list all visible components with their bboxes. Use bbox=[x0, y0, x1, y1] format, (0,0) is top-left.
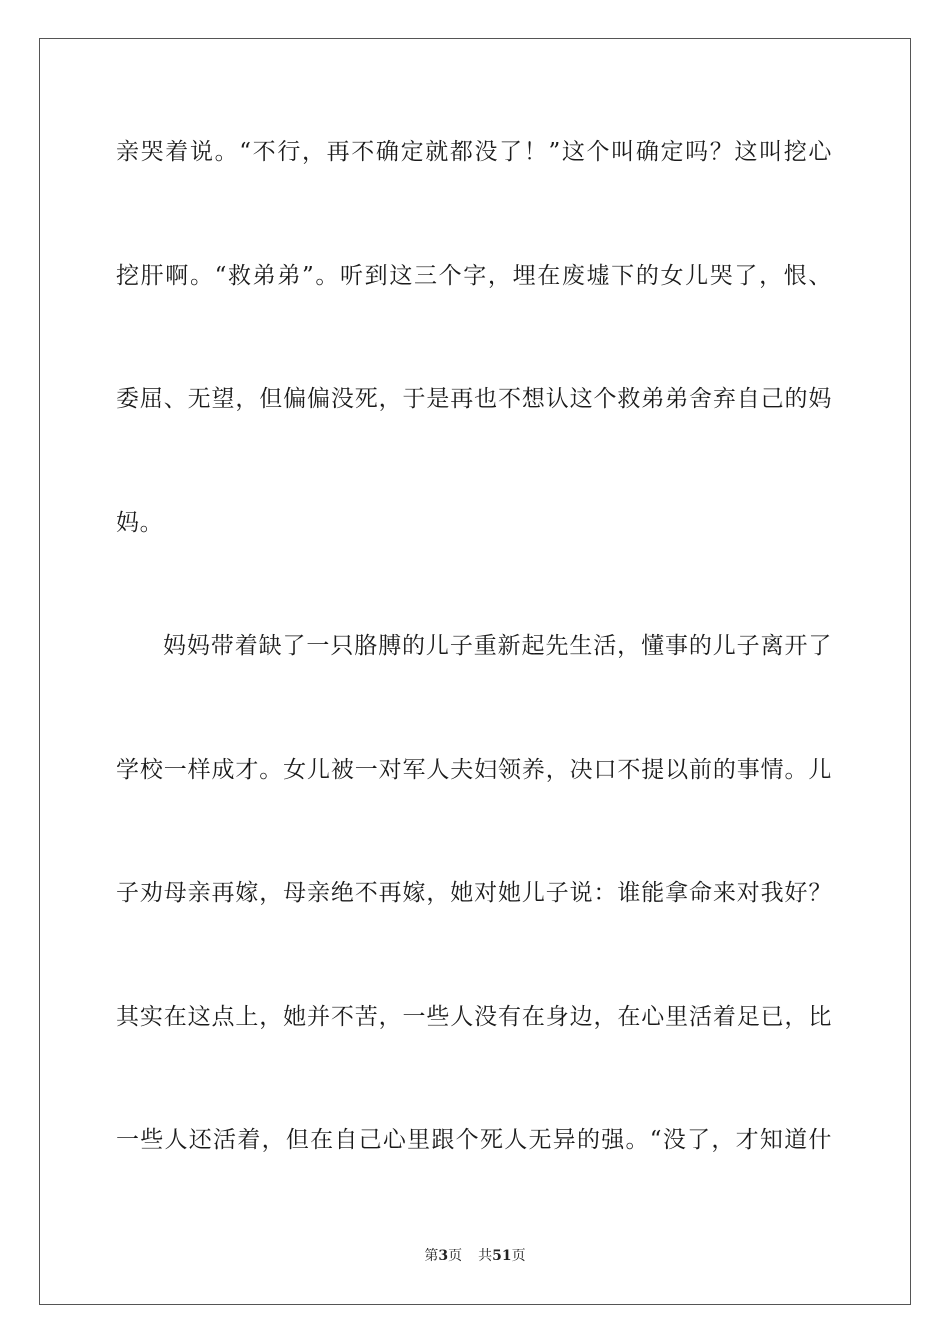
body-line-8: 其实在这点上，她并不苦，一些人没有在身边，在心里活着足已，比 bbox=[116, 1004, 832, 1030]
body-line-6: 学校一样成才。女儿被一对军人夫妇领养，决口不提以前的事情。儿 bbox=[116, 757, 832, 783]
body-line-7: 子劝母亲再嫁，母亲绝不再嫁，她对她儿子说：谁能拿命来对我好？ bbox=[116, 880, 832, 906]
total-prefix: 共 bbox=[478, 1248, 493, 1264]
body-line-1: 亲哭着说。“不行，再不确定就都没了！”这个叫确定吗？这叫挖心 bbox=[116, 139, 832, 165]
page-suffix: 页 bbox=[448, 1248, 463, 1264]
total-pages: 51 bbox=[492, 1248, 512, 1264]
body-line-9: 一些人还活着，但在自己心里跟个死人无异的强。“没了，才知道什 bbox=[116, 1127, 832, 1153]
total-suffix: 页 bbox=[511, 1248, 526, 1264]
body-line-4: 妈。 bbox=[116, 510, 164, 536]
body-line-5: 妈妈带着缺了一只胳膊的儿子重新起先生活，懂事的儿子离开了 bbox=[163, 633, 832, 659]
body-line-2: 挖肝啊。“救弟弟”。听到这三个字，埋在废墟下的女儿哭了，恨、 bbox=[116, 263, 832, 289]
page-number: 3 bbox=[438, 1248, 449, 1264]
page-footer bbox=[0, 1247, 950, 1265]
body-line-3: 委屈、无望，但偏偏没死，于是再也不想认这个救弟弟舍弃自己的妈 bbox=[116, 386, 832, 412]
page-prefix: 第 bbox=[424, 1248, 439, 1264]
page-border bbox=[39, 38, 911, 1305]
